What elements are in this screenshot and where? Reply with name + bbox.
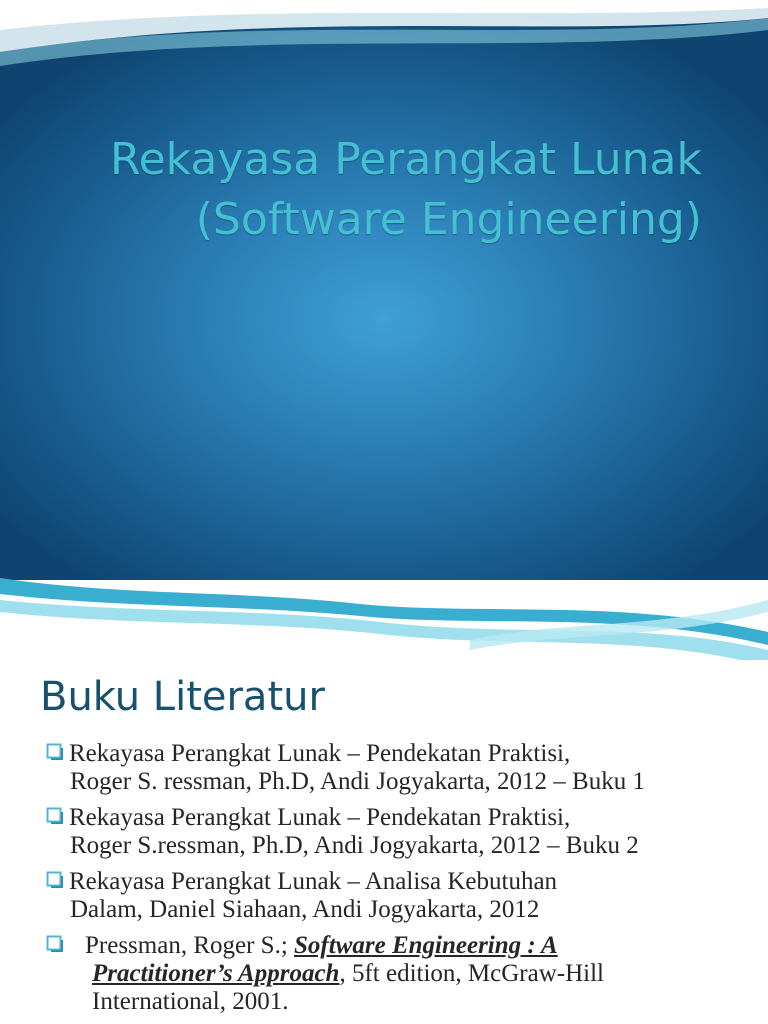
book-title-part-1: Software Engineering : A [294,932,558,959]
list-item-line-1: Rekayasa Perangkat Lunak – Pendekatan Praktisi, [69,804,571,831]
list-item-line-1: Rekayasa Perangkat Lunak – Analisa Kebutuhan [69,868,558,895]
square-bullet-icon [46,871,63,888]
square-bullet-icon [46,935,63,952]
book-title-part-2: Practitioner’s Approach [92,960,340,987]
list-item [46,868,762,924]
list-item-line-2: Roger S.ressman, Ph.D, Andi Jogyakarta, 2012 – Buku 2 [70,832,639,859]
list-item-line-1: Rekayasa Perangkat Lunak – Pendekatan Praktisi, [69,740,571,767]
title-line-1: Rekayasa Perangkat Lunak [110,134,702,185]
list-item [46,804,762,860]
citation-edition: , 5ft edition, McGraw-Hill [339,960,604,987]
square-bullet-icon [46,743,63,760]
list-item-line-2: Dalam, Daniel Siahaan, Andi Jogyakarta, 2012 [70,896,540,923]
title-line-2: (Software Engineering) [195,194,702,245]
literature-list [46,740,762,1024]
list-item [46,932,762,1016]
citation-publisher: International, 2001. [92,988,289,1015]
list-item-line-2: Roger S. ressman, Ph.D, Andi Jogyakarta, 2012 – Buku 1 [70,768,645,795]
literature-slide [0,660,768,1024]
square-bullet-icon [46,807,63,824]
citation-author: Pressman, Roger S.; [85,932,295,959]
slide-heading: Buku Literatur [40,674,325,720]
slide-title [0,130,768,250]
list-item [46,740,762,796]
